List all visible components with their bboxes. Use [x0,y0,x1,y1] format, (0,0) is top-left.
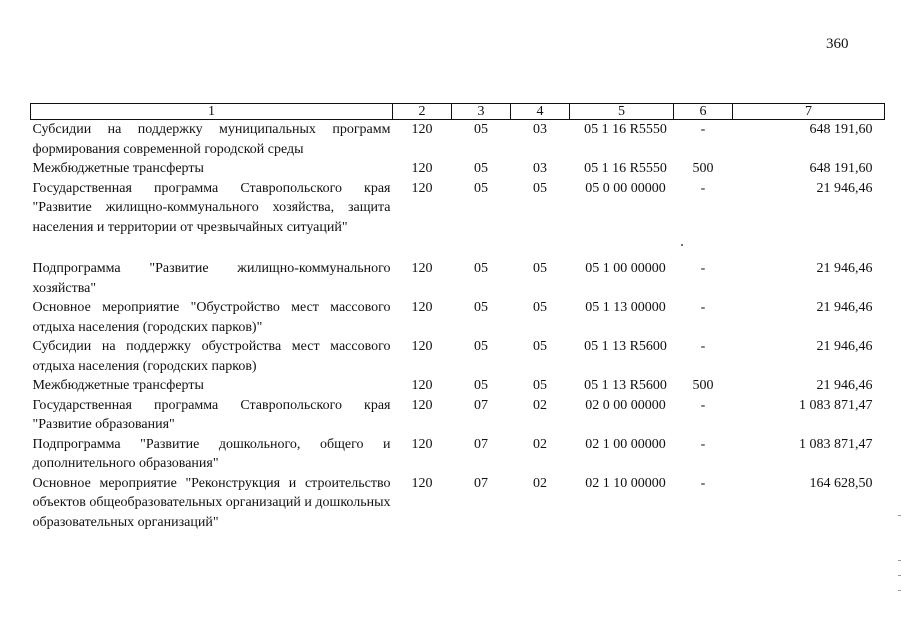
row-amount: 21 946,46 [816,339,873,354]
row-code-3: 05 [474,339,488,354]
row-code-3: 07 [474,436,488,452]
row-code-6: - [700,300,706,315]
row-amount: 1 083 871,47 [799,397,873,413]
row-code-5: 05 1 16 R5550 [584,122,667,137]
row-name: Субсидии на поддержку обустройства мест массового отдыха населения (городских парков) [32,339,391,374]
row-name: Межбюджетные трансферты [32,161,204,176]
row-code-5: 05 0 00 00000 [585,180,666,196]
row-code-6: 500 [692,161,714,176]
row-amount: 21 946,46 [816,261,873,276]
row-code-5: 02 1 10 00000 [585,475,666,491]
row-code-5: 05 1 00 00000 [585,261,666,276]
row-name: Государственная программа Ставропольского края "Развитие образования" [32,397,391,432]
table-row [31,159,885,179]
row-code-5: 02 0 00 00000 [585,397,666,413]
row-amount: 21 946,46 [816,180,873,196]
row-name: Подпрограмма "Развитие жилищно-коммунального хозяйства" [32,261,391,296]
row-code-4: 02 [533,436,547,452]
table-row [31,120,885,160]
row-amount: 1 083 871,47 [799,436,873,452]
row-code-6: - [700,122,706,137]
row-code-3: 05 [474,261,488,276]
row-code-2: 120 [411,475,433,491]
row-code-6: 500 [692,378,714,393]
header-cell: 3 [452,104,511,120]
row-name: Межбюджетные трансферты [32,378,204,393]
table-row [31,396,885,435]
row-code-5: 05 1 13 R5600 [584,378,667,393]
row-code-2: 120 [411,339,433,354]
row-amount: 648 191,60 [809,122,873,137]
scan-margin-mark [898,515,901,516]
row-code-6: - [700,397,706,413]
row-code-2: 120 [411,378,433,393]
row-code-6: - [700,261,706,276]
table-row [31,474,885,533]
row-amount: 21 946,46 [816,378,873,393]
row-code-3: 07 [474,397,488,413]
row-code-4: 05 [533,339,547,354]
row-code-3: 05 [474,161,488,176]
row-code-3: 05 [474,378,488,393]
row-code-4: 05 [533,300,547,315]
row-code-2: 120 [411,161,433,176]
row-name: Подпрограмма "Развитие дошкольного, общего и дополнительного образования" [32,436,391,471]
table-row [31,376,885,396]
row-code-3: 05 [474,122,488,137]
row-code-3: 07 [474,475,488,491]
row-name: Основное мероприятие "Реконструкция и строительство объектов общеобразовательных организаций и дошкольных образовательных организаций" [32,475,391,530]
table-row [31,179,885,260]
header-cell: 5 [570,104,674,120]
row-code-2: 120 [411,180,433,196]
row-code-4: 05 [533,261,547,276]
row-code-6: - [700,180,706,196]
row-name: Государственная программа Ставропольского края "Развитие жилищно-коммунального хозяйства, защита населения и территории от чрезвычайных ситуаций" [32,180,391,235]
row-code-6: - [700,475,706,491]
row-amount: 21 946,46 [816,300,873,315]
scan-speck [681,244,683,246]
row-code-4: 02 [533,397,547,413]
table-row [31,337,885,376]
row-code-3: 05 [474,180,488,196]
table-row [31,259,885,298]
row-code-4: 02 [533,475,547,491]
row-code-4: 05 [533,180,547,196]
row-code-5: 05 1 13 00000 [585,300,666,315]
scan-margin-mark [898,575,901,576]
row-code-6: - [700,339,706,354]
header-cell: 4 [511,104,570,120]
scan-margin-mark [898,590,901,591]
table-row [31,298,885,337]
row-code-3: 05 [474,300,488,315]
row-code-4: 05 [533,378,547,393]
row-code-5: 05 1 16 R5550 [584,161,667,176]
budget-table [30,103,885,532]
row-code-2: 120 [411,261,433,276]
row-name: Субсидии на поддержку муниципальных программ формирования современной городской среды [32,122,391,157]
row-amount: 648 191,60 [809,161,873,176]
row-code-2: 120 [411,436,433,452]
row-code-4: 03 [533,122,547,137]
row-code-5: 05 1 13 R5600 [584,339,667,354]
row-code-4: 03 [533,161,547,176]
header-row [31,104,885,120]
page-number: 360 [826,36,849,52]
header-cell: 2 [393,104,452,120]
row-code-5: 02 1 00 00000 [585,436,666,452]
table-row [31,435,885,474]
row-code-6: - [700,436,706,452]
row-code-2: 120 [411,122,433,137]
header-cell: 7 [733,104,885,120]
row-name: Основное мероприятие "Обустройство мест массового отдыха населения (городских парков)" [32,300,391,335]
header-cell: 1 [31,104,393,120]
scan-margin-mark [898,560,901,561]
row-code-2: 120 [411,397,433,413]
row-amount: 164 628,50 [809,475,873,491]
header-cell: 6 [674,104,733,120]
row-code-2: 120 [411,300,433,315]
